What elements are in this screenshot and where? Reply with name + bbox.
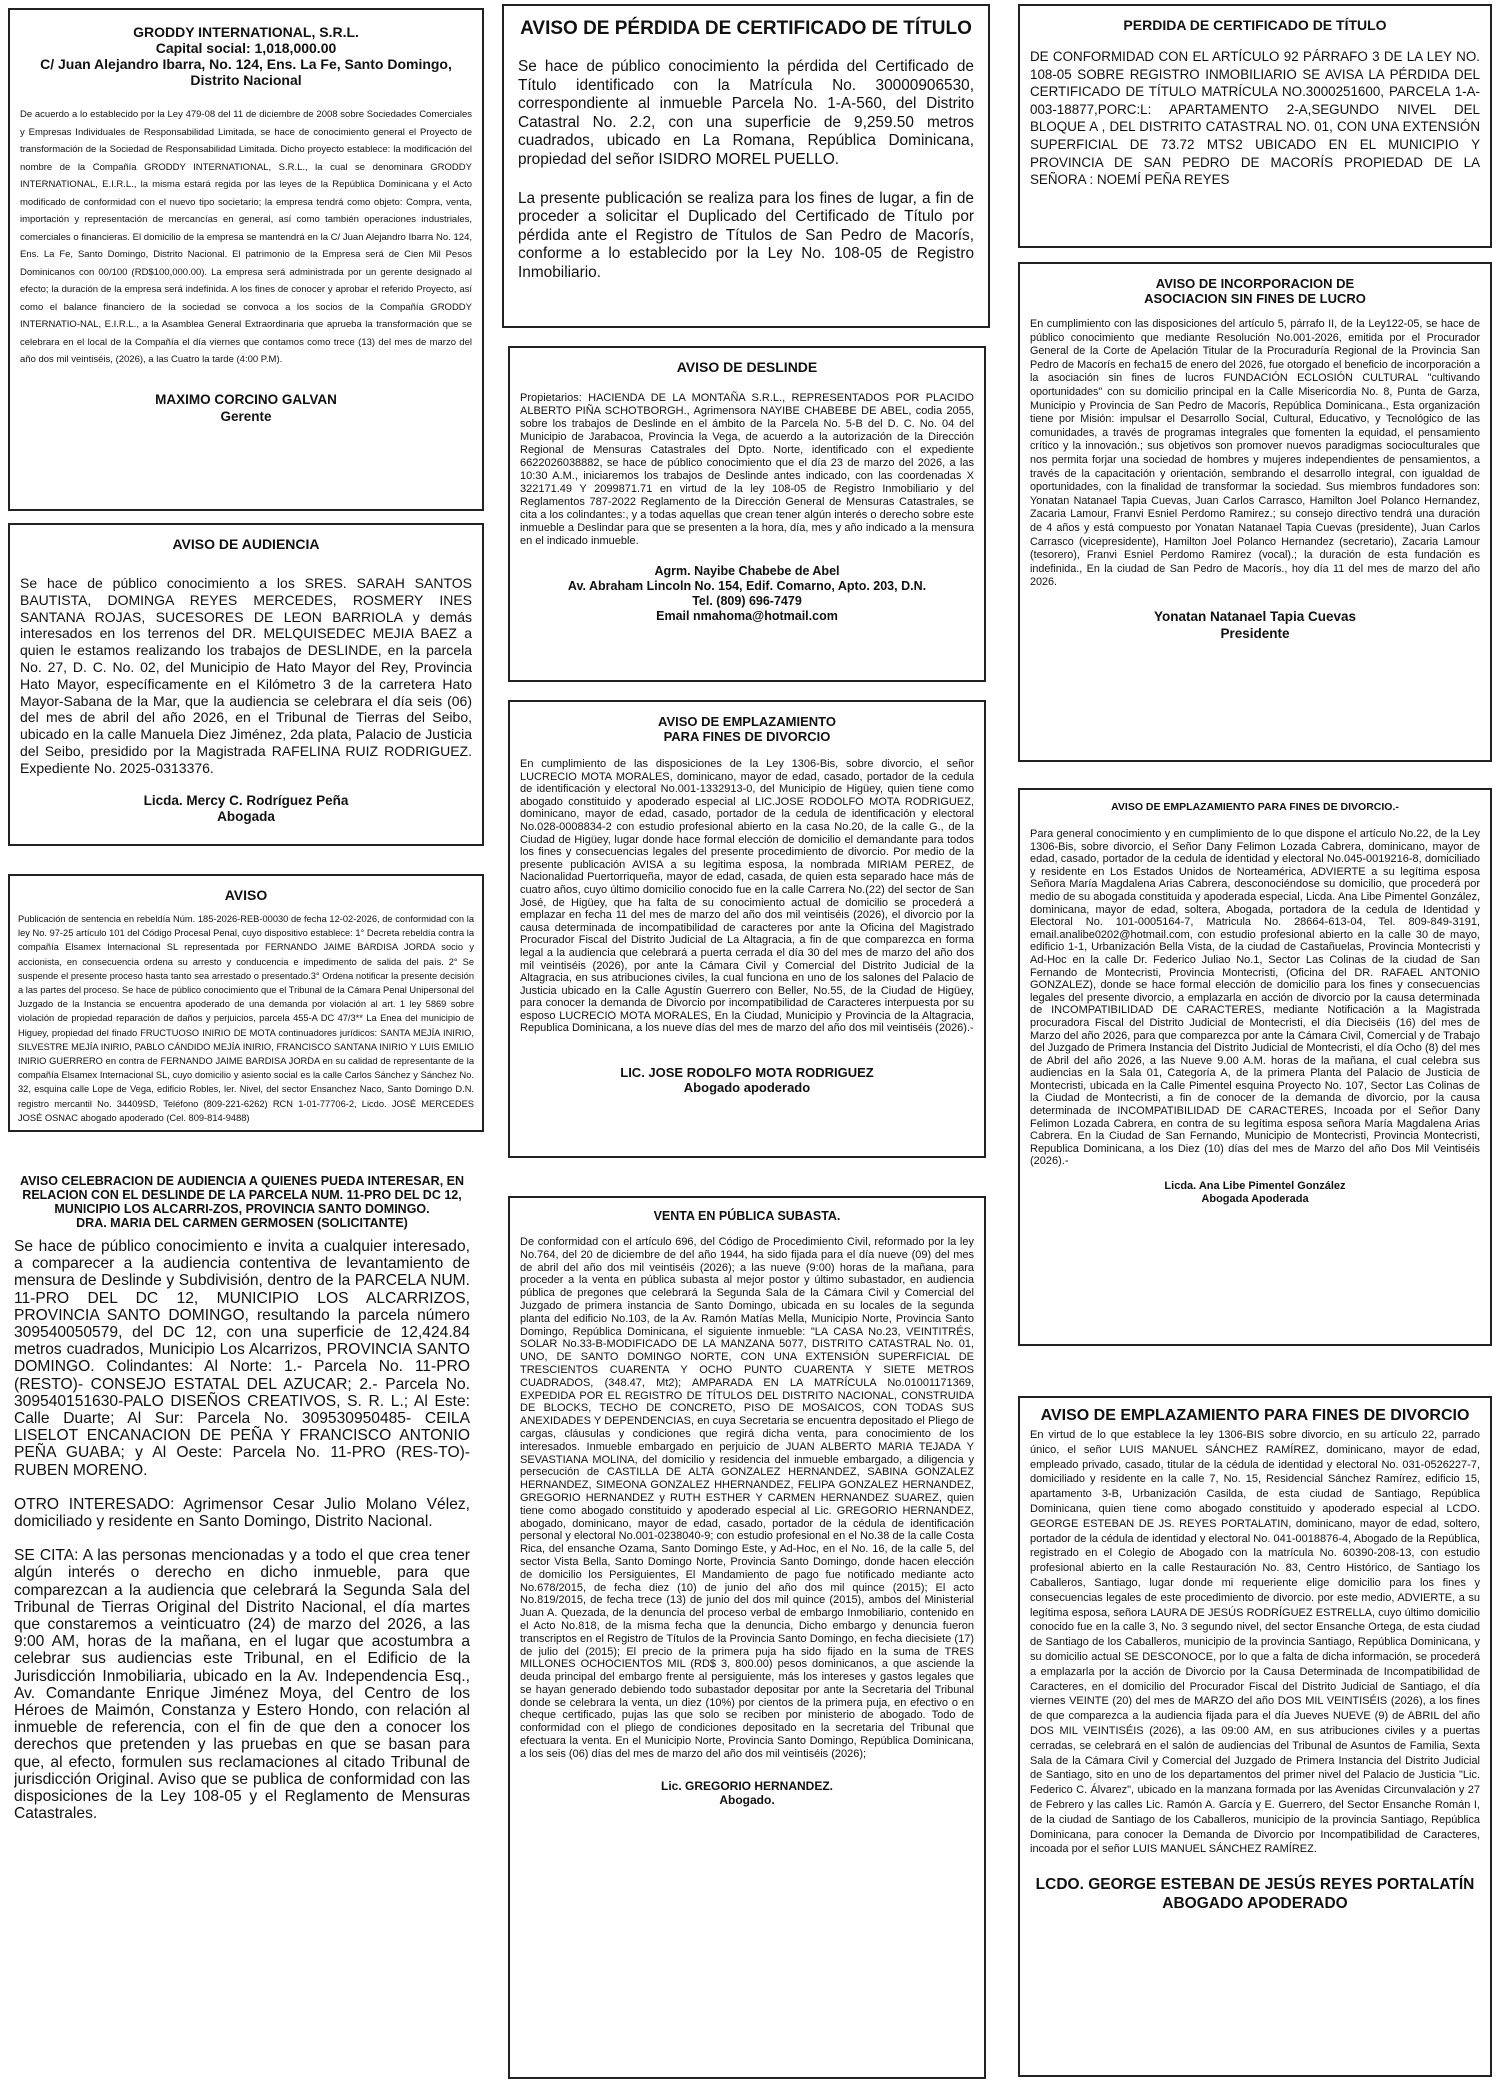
notice-title: PERDIDA DE CERTIFICADO DE TÍTULO bbox=[1123, 17, 1387, 33]
notice-signature: Agrm. Nayibe Chabebe de Abel Av. Abraham Lincoln No. 154, Edif. Comarno, Apto. 203, D.N. Tel. (809) 696-7479 Email nmahoma@hotmail.com bbox=[567, 564, 927, 623]
notice-subasta bbox=[508, 1196, 986, 2079]
notice-title: AVISO bbox=[224, 887, 268, 903]
notice-body: Propietarios: HACIENDA DE LA MONTAÑA S.R.L., REPRESENTADOS POR PLACIDO ALBERTO PIÑA SCHOTBORGH., Agrimensora NAYIBE CHABEBE DE ABEL, codia 2055, sobre los trabajos de Deslinde en el ámbito de la Parcela No. 5-B del D. C. No. 04 del Municipio de Jarabacoa, Provincia la Vega, de acuerdo a la autorización de la Dirección Regional de Mensuras Catastrales del Dpto. Norte, identificado con el expediente 6622026038882, se hace de público conocimiento que el día 23 de marzo del 2026, a las 10:30 A.M., iniciaremos los trabajos de Deslinde antes indicado, con las coordenadas X 322171.49 Y 2099871.71 en virtud de la ley 108-05 de Registro Inmobiliario y del Reglamentos 787-2022 Reglamento de la Dirección General de Mensuras Catastrales, se cita a los colindantes:, y a todas aquellas que crean tener algún interés o derecho sobre este inmueble a Deslindar para que se presenten a la hora, día, mes y año indicado a la mensura en el indicado inmueble. bbox=[520, 392, 974, 547]
notice-signature: MAXIMO CORCINO GALVAN Gerente bbox=[155, 391, 337, 424]
notice-perdida-certificado bbox=[1018, 4, 1492, 248]
notice-emplazamiento-3 bbox=[1018, 1396, 1492, 2077]
notice-title: AVISO CELEBRACION DE AUDIENCIA A QUIENES PUEDA INTERESAR, EN RELACION CON EL DESLINDE DE LA PARCELA NUM. 11-PRO DEL DC 12, MUNICIPIO LOS ALCARRI-ZOS, PROVINCIA SANTO DOMINGO. DRA. MARIA DEL CARMEN GERMOSEN (SOLICITANTE) bbox=[19, 1174, 465, 1230]
notice-body: Se hace de público conocimiento la pérdida del Certificado de Título identificado con la Matrícula No. 30000906530, correspondiente al inmueble Parcela No. 1-A-560, del Distrito Catastral No. 2.2, con una superficie de 9,259.50 metros cuadrados, ubicado en La Romana, República Dominicana, propiedad del señor ISIDRO MOREL PUELLO. bbox=[518, 58, 974, 168]
notice-body: De conformidad con el artículo 696, del Código de Procedimiento Civil, reformado por la ley No.764, del 20 de diciembre de del año 1944, ha sido fijada para el día nueve (09) del mes de abril del año dos mil veintiséis (2026); a las nueve (9:00) horas de la mañana, para proceder a la venta en pública subasta al mejor postor y último subastador, en audiencia pública de pregones que celebrará la Segunda Sala de la Cámara Civil y Comercial del Juzgado de primera instancia de Santo Domingo, ubicada en su locales de la segunda planta del edificio No.103, de la Av. Ramón Matías Mella, Municipio Norte, Provincia Santo Domingo, República Dominicana, el siguiente inmueble: "LA CASA No.23, VEINTITRÉS, SOLAR No.33-B-MODIFICADO DE LA MANZANA 5077, DISTRITO CATASTRAL No. 01, UNO, DE SANTO DOMINGO NORTE, CON UNA EXTENSIÓN SUPERFICIAL DE TRESCIENTOS CUARENTA Y OCHO PUNTO CUARENTA Y SIETE METROS CUADRADOS, (348.47, Mt2); AMPARADA EN LA MATRÍCULA No.01001171369, EXPEDIDA POR EL REGISTRO DE TÍTULOS DEL DISTRITO NACIONAL, CONSTRUIDA DE BLOCKS, TECHO DE CONCRETO, PISO DE MOSAICOS, CON TODAS SUS ANEXIDADES Y DEPENDENCIAS, en cuya Secretaria se encuentra depositado el Pliego de cargas, cláusulas y condiciones que regirá dicha venta, para conocimiento de los interesados. Inmueble embargado en perjuicio de JUAN ALBERTO MARIA TEJADA Y SEVASTIANA MOLINA, del domicilio y residencia del inmueble embargado, a diligencia y persecución de CASTILLA DE ALTA GONZALEZ HERNANDEZ, SABINA GONZALEZ HERNANDEZ, SIMEONA GONZALEZ HHERNANDEZ, FELIPA GONZALEZ HERNANDEZ, GREGORIO HERNANDEZ y RUTH ESTHER Y CARMEN HERNANDEZ SUAREZ, quien tiene como abogado constituido y apoderado especial al Lic. GREGORIO HERNANDEZ, abogado, dominicano, mayor de edad, casado, portador de la cédula de identificación personal y electoral No.001-0238040-9; con estudio profesional en el No.38 de la calle Costa Rica, del ensanche Ozama, Santo Domingo Este, y Ad-Hoc, en el No. 16, de la calle 5, del sector Vista Bella, Santo Domingo Norte, Provincia Santo Domingo, donde hacen elección de domicilio los Persiguientes, El Mandamiento de pago fue notificado mediante acto No.678/2015, de fecha diez (10) de junio del año dos mil quince (2015); El acto No.819/2015, de fecha trece (13) de junio del dos mil quince (2015), ambos del Ministerial Juan A. Quezada, de la denuncia del proceso verbal de embargo Inmobiliario, contenido en el Acto No.818, de la misma fecha que la denuncia, Dicho embargo y denuncia fueron transcriptos en el Registro de Títulos de la Provincia Santo Domingo, en fecha diecisiete (17) de julio del (2015); El precio de la primera puja ha sido fijado en la suma de TRES MILLONES OCHOCIENTOS MIL (RD$ 3, 800.00) pesos dominicanos, a que asciende la deuda principal del embargo frente al persiguiente, más los intereses y gastos legales que se hayan generado debiendo todo subastador depositar por ante la Secretaria del Tribunal donde se celebrara la venta, un diez (10%) por cientos de la primera puja, en efectivo o en cheque certificado, pujas las que solo se reciben por ministerio de abogado. Todo de conformidad con el pliego de condiciones depositado en la secretaria del Tribunal que efectuara la venta. En el Municipio Norte, Provincia Santo Domingo, República Dominicana, a los seis (06) días del mes de marzo del año dos mil veintiséis (2026); bbox=[520, 1236, 974, 1760]
notice-incorporacion bbox=[1018, 262, 1492, 762]
notice-groddy bbox=[8, 8, 484, 511]
notice-body: Se hace de público conocimiento a los SRES. SARAH SANTOS BAUTISTA, DOMINGA REYES MERCEDES, ROSMERY INES SANTANA ROJAS, SUCESORES DE LEON BARRIOLA y demás interesados en los terrenos del DR. MELQUISEDEC MEJIA BAEZ a quien le estamos realizando los trabajos de DESLINDE, en la parcela No. 27, D. C. No. 02, del Municipio de Hato Mayor del Rey, Provincia Hato Mayor, específicamente en el Kilómetro 3 de la carretera Hato Mayor-Sabana de la Mar, que la audiencia se celebrara el día seis (06) del mes de abril del año 2026, en el Tribunal de Tierras del Seibo, ubicado en la calle Manuela Diez Jiménez, 2da plata, Palacio de Justicia del Seibo, presidido por la Magistrada RAFELINA RUIZ RODRIGUEZ. Expediente No. 2025-0313376. bbox=[20, 575, 472, 776]
notice-body: De acuerdo a lo establecido por la Ley 479-08 del 11 de diciembre de 2008 sobre Sociedades Comerciales y Empresas Individuales de Responsabilidad Limitada, se hace de conocimiento general el Proyecto de transformación de la Sociedad de Responsabilidad Limitada. Dicho proyecto establece: la modificación del nombre de la Compañía GRODDY INTERNATIONAL, S.R.L., la cual se denominara GRODDY INTERNATIONAL, E.I.R.L., la misma estará regida por las leyes de la República Dominicana y el Acto modificado de conformidad con el nuevo tipo societario; la empresa tendrá como objeto: Compra, venta, importación y representación de mercancías en general, así como también operaciones industriales, comerciales o financieras. El domicilio de la empresa se mantendrá en la C/ Juan Alejandro Ibarra No. 124, Ens. La Fe, Santo Domingo, Distrito Nacional. El patrimonio de la Empresa será de Cien Mil Pesos Dominicanos con 00/100 (RD$100,000.00). La empresa será administrada por un gerente designado al efecto; la duración de la empresa será indefinida. A los fines de conocer y aprobar el referido Proyecto, así como el balance financiero de la sociedad se convoca a los socios de la Compañía GRODDY INTERNATIO-NAL, E.I.R.L., a la Asamblea General Extraordinaria que aprueba la transformación que se celebrara en el local de la Compañía el día viernes que contamos como trece (13) del mes de marzo del año dos mil veintiséis, (2026), a las Cuatro la tarde (4:00 P.M). bbox=[20, 109, 472, 365]
notice-audiencia bbox=[8, 523, 484, 846]
notice-body-3: SE CITA: A las personas mencionadas y a todo el que crea tener algún interés o derecho en dicho inmueble, para que comparezcan a la audiencia que celebrará la Segunda Sala del Tribunal de Tierras Original del Distrito Nacional, el día martes que constaremos a veinticuatro (24) de marzo del 2026, a las 9:00 AM, horas de la mañana, en el lugar que acostumbra a celebrar sus audiencias este Tribunal, en el Edificio de la Jurisdicción Inmobiliaria, ubicado en la Av. Independencia Esq., Av. Comandante Enrique Jiménez Moya, del Centro de los Héroes de Maimón, Constanza y Estero Hondo, con relación al inmueble de referencia, con el fin de que den a conocer los derechos que pretenden y las pruebas en que se basan para que, al efecto, formulen sus reclamaciones al citado Tribunal de jurisdicción Original. Aviso que se publica de conformidad con las disposiciones de la Ley 108-05 y el Reglamento de Mensuras Catastrales. bbox=[14, 1547, 470, 1823]
notice-title: AVISO DE EMPLAZAMIENTO PARA FINES DE DIVORCIO bbox=[658, 714, 836, 744]
notice-perdida-titulo bbox=[502, 4, 990, 328]
notice-signature: Yonatan Natanael Tapia Cuevas Presidente bbox=[1153, 608, 1357, 641]
notice-aviso bbox=[8, 874, 484, 1132]
notice-body: Para general conocimiento y en cumplimiento de lo que dispone el artículo No.22, de la Ley 1306-Bis, sobre divorcio, el Señor Dany Felimon Lozada Cabrera, dominicano, mayor de edad, casado, portador de la cedula de identidad y electoral No.045-0019216-8, domiciliado y residente en Los Estados Unidos de Norteamérica, ADVIERTE a su legítima esposa Señora María Magdalena Arias Cabrera, desconociéndose su domicilio, que procederá por medio de su abogada constituida y apoderada especial, Licda. Ana Libe Pimentel González, dominicana, mayor de edad, soltera, Abogada, portadora de la cedula de Identidad y Electoral No. 101-0005164-7, Matricula No. 28664-613-04, Tel. 809-849-3191, email.analibe0202@hotmail.com, con estudio profesional abierto en la calle 30 de mayo, edificio 1-1, Urbanización Bella Vista, de la ciudad de Castañuelas, Provincia Montecristi y Ad-Hoc en la calle Dr. Federico Juliao No.1, Sector Las Colinas de la ciudad de San Fernando de Montecristi, Provincia Montecristi, (Oficina del DR. RAFAEL ANTONIO GONZALEZ), donde se hace formal elección de domicilio para los fines y consecuencias legales del presente divorcio, a emplazarla en acción de divorcio por la causa determinada de INCOMPATIBILIDAD DE CARACTERES, mediante Notificación a la Magistrada procuradora Fiscal del Distrito Judicial de Montecristi, el día Dieciséis (16) del mes de Marzo del año 2026, para que comparezca por ante la Cámara Civil, Comercial y de Trabajo del Juzgado de Primera Instancia del Distrito Judicial de Montecristi, el día Ocho (8) del mes de Abril del año 2026, a las Nueve 9.00 A.M. horas de la mañana, el cual celebra sus audiencias en la Sala 01, Categoría A, de la primera Planta del Palacio de Justicia de Montecristi, ubicada en la Calle Pimentel esquina Proyecto No. 107, Sector Las Colinas de la Ciudad de Montecristi, a fin de conocer de la demanda de divorcio, por la causa determinada de INCOMPATIBILIDAD DE CARACTERES, Incoada por el Señor Dany Felimon Lozada Cabrera, en contra de su legítima esposa señora María Magdalena Arias Cabrera. En la Ciudad de San Fernando, Municipio de Montecristi, Provincia Montecristi, Republica Dominicana, a los Diez (10) días del mes de Marzo del año Dos Mil Veintiséis (2026).- bbox=[1030, 828, 1481, 1168]
notice-signature: Lic. GREGORIO HERNANDEZ. Abogado. bbox=[660, 1778, 833, 1807]
notice-title: AVISO DE EMPLAZAMIENTO PARA FINES DE DIVORCIO bbox=[1040, 1407, 1470, 1424]
notice-body: En cumplimiento de las disposiciones de la Ley 1306-Bis, sobre divorcio, el señor LUCRECIO MOTA MORALES, dominicano, mayor de edad, casado, portador de la cedula de identificación y electoral No.001-1332913-0, del Municipio de Higüey, quien tiene como abogado constituido y apoderado especial al LIC.JOSE RODOLFO MOTA RODRIGUEZ, dominicano, mayor de edad, casado, portador de la cedula de identificación y electoral No.028-0008834-2 con estudio profesional abierto en la casa No.20, de la calle G., de la Ciudad de Higüey, lugar donde hace formal elección de domicilio el demandante para todos los fines y consecuencias legales del presente procedimiento de divorcio. Por medio de la presente publicación AVISA a su legitima esposa, la nombrada MIRIAM PEREZ, de Nacionalidad Puertorriqueña, mayor de edad, casada, de quien esta separado hace más de cuatro años, cuyo último domicilio conocido fue en la calle Carrera No.(22) del sector de San José, de Higüey, que ha falta de su conocimiento actual de domicilio se procederá a emplazar en fecha 11 del mes de marzo del año dos mil veintiséis (2026), el divorcio por la causa determinada de incompatibilidad de caracteres por ante la Oficina del Magistrado Procurador Fiscal del Distrito Judicial de La Altagracia, a fin de que comparezca en forma legal a la audiencia que celebrará a puerta cerrada el día 30 del mes de marzo del año dos mil veintiséis (2026), por ante la Cámara Civil y Comercial del Distrito Judicial de la Altagracia, en sus atribuciones civiles, la cual funciona en uno de los salones del Palacio de Justicia ubicado en la Calle Agustín Guerrero con Beller, No.55, de la Ciudad de Higüey, para conocer la demanda de Divorcio por incompatibilidad de Caracteres interpuesta por su esposo LUCRECIO MOTA MORALES, En la Ciudad, Municipio y Provincia de la Altagracia, Republica Dominicana, a los nueve días del mes de marzo del año dos mil veintiséis (2026).- bbox=[520, 758, 974, 1035]
notice-signature: Licda. Ana Libe Pimentel González Abogada Apoderada bbox=[1164, 1180, 1346, 1206]
notice-title: AVISO DE DESLINDE bbox=[676, 359, 818, 375]
notice-deslinde bbox=[508, 346, 986, 682]
notice-title: AVISO DE AUDIENCIA bbox=[172, 536, 320, 552]
notice-celebracion bbox=[14, 1174, 470, 2074]
notice-title: GRODDY INTERNATIONAL, S.R.L. Capital social: 1,018,000.00 C/ Juan Alejandro Ibarra, No. 124, Ens. La Fe, Santo Domingo, Distrito Nacional bbox=[40, 24, 452, 88]
notice-emplazamiento-1 bbox=[508, 700, 986, 1158]
notice-body-2: OTRO INTERESADO: Agrimensor Cesar Julio Molano Vélez, domiciliado y residente en Santo Domingo, Distrito Nacional. bbox=[14, 1495, 470, 1531]
notice-body: En virtud de lo que establece la ley 1306-BIS sobre divorcio, en su artículo 22, parrado único, el señor LUIS MANUEL SÁNCHEZ RAMÍREZ, dominicano, mayor de edad, empleado privado, casado, titular de la cédula de identidad y electoral No. 031-0526227-7, domiciliado y residente en la calle 7, No. 15, Residencial Sánchez Ramírez, edificio 15, apartamento 3-B, Urbanización Casilda, de esta ciudad de Santiago, República Dominicana, quien tiene como abogado constituido y apoderado especial al LCDO. GEORGE ESTEBAN DE JS. REYES PORTALATIN, dominicano, mayor de edad, soltero, portador de la cédula de identidad y electoral No. 041-0018876-4, Abogado de la República, registrado en el Colegio de Abogado con la matrícula No. 60390-208-13, con estudio profesional abierto en la calle Restauración No. 83, Centro Histórico, de Santiago los Caballeros, Santiago, lugar donde mi requeriente elige domicilio para los fines y consecuencias legales de este procedimiento de divorcio. por este medio, ADVIERTE, a su legítima esposa, señora LAURA DE JESÚS RODRÍGUEZ ESTRELLA, cuyo último domicilio conocido fue en la calle 3, No. 3 segundo nivel, del sector Ensanche Ortega, de esta ciudad de Santiago de los Caballeros, municipio de la provincia Santiago, República Dominicana, y su domicilio actual SE DESCONOCE, por lo que a falta de dicha información, se procederá a emplazarla por la acción de Divorcio por la Causa Determinada de Incompatibilidad de Caracteres, en el domicilio del Procurador Fiscal del Distrito Judicial de Santiago, el día viernes VEINTE (20) del mes de MARZO del año DOS MIL VEINTISÉIS (2026), a los fines de que comparezca a la audiencia fijada para el día Jueves NUEVE (9) de ABRIL del año DOS MIL VEINTISÉIS (2026), a las 09:00 AM, en sus atribuciones civiles y a puertas cerradas, se celebrará en el salón de audiencias del Tribunal de Asuntos de Familia, Sexta Sala de la Cámara Civil y Comercial del Juzgado de Primera Instancia del Distrito Judicial de Santiago, sito en uno de los departamentos del primer nivel del Palacio de Justicia "Lic. Federico C. Álvarez", ubicado en la manzana formada por las Avenidas Circunvalación y 27 de Febrero y las calles Lic. Ramón A. García y E. Guerrero, del Sector Ensanche Román I, de la ciudad de Santiago de los Caballeros, municipio de la provincia Santiago, República Dominicana, para conocer la Demanda de Divorcio por Incompatibilidad de Caracteres, incoada por el señor LUIS MANUEL SÁNCHEZ RAMÍREZ. bbox=[1030, 1429, 1480, 1856]
notice-signature: Licda. Mercy C. Rodríguez Peña Abogada bbox=[143, 792, 349, 824]
notice-body: En cumplimiento con las disposiciones del artículo 5, párrafo II, de la Ley122-05, se hace de público conocimiento que mediante Resolución No.001-2026, emitida por el Procurador General de la Corte de Apelación Titular de la Procuraduría Regional de la Provincia San Pedro de Macorís en fecha15 de enero del 2026, fue otorgado el beneficio de incorporación a la asociación sin fines de lucros FUNDACIÓN ECLOSIÓN CULTURAL "cultivando oportunidades" con su domicilio principal en la Calle Misericordia No. 8, Punta de Garza, Municipio y Provincia de San Pedro de Macorís, República Dominicana., Esta organización tiene por Misión: impulsar el Desarrollo Social, Cultural, Educativo, y Tecnológico de las comunidades, a través de programas integrales que fomenten la equidad, el pensamiento crítico y la innovación.; sus objetivos son promover nuevos paradigmas socioculturales que nos permita forjar una sociedad de hombres y mujeres independientes de pensamientos, a través de la capacitación y orientación, sembrando el desarrollo integral, con igualdad de oportunidades, con la finalidad de transformar la sociedad. Sus miembros fundadores son: Yonatan Natanael Tapia Cuevas, Juan Carlos Carrasco, Hamilton Joel Polanco Hernandez, Zacaria Lamour, Franvi Esniel Perdomo Ramirez.; su consejo directivo tendrá una duración de 4 años y está compuesto por Yonatan Natanael Tapia Cuevas (presidente), Juan Carlos Carrasco (vicepresidente), Hamilton Joel Polanco Hernandez (secretario), Zacaria Lamour (tesorero), Franvi Esniel Perdomo Ramirez (vocal).; la duración de esta fundación es indefinida., En la ciudad de San Pedro de Macorís., hoy día 11 del mes de marzo del año 2026. bbox=[1030, 318, 1480, 589]
notice-title: AVISO DE PÉRDIDA DE CERTIFICADO DE TÍTULO bbox=[520, 18, 972, 39]
notice-title: AVISO DE INCORPORACION DE ASOCIACION SIN FINES DE LUCRO bbox=[1144, 276, 1366, 306]
notice-body: Publicación de sentencia en rebeldía Núm. 185-2026-REB-00030 de fecha 12-02-2026, de conformidad con la ley No. 97-25 artículo 101 del Código Procesal Penal, cuyo dispositivo establece: 1° Decreta rebeldía contra la compañía Elsamex Internacional SL representada por FERNANDO JAIME BARDISA JORDA socio y accionista, en consecuencia ordena su arresto y conducencia e impedimento de salida del país. 2° Se suspende el presente proceso hasta tanto sea arrestado o presentado.3° Ordena notificar la presente decisión a las partes del proceso. Se hace de público conocimiento que el Tribunal de la Cámara Penal Unipersonal del Juzgado de la Instancia se encuentra apoderado de una demanda por violación al art. 1 ley 5869 sobre violación de propiedad reparación de daños y perjuicios, parcela 455-A DC 47/3** La Enea del municipio de Higuey, propiedad del finado FRUCTUOSO INIRIO DE MOTA continuadores jurídicos: SANTA MEJÍA INIRIO, SILVESTRE MEJÍA INIRIO, PABLO CÁNDIDO MEJÍA INIRIO, FRANCISCO SANTANA INIRIO Y LUIS EMILIO INIRIO GUERRERO en contra de FERNANDO JAIME BARDISA JORDA en su calidad de representante de la compañía Elsamex Internacional SL, cuyo domicilio y asiento social es la calle Carlos Sánchez y Sánchez No. 32, esquina calle Lope de Vega, edificio Robles, ler. Nivel, del sector Ensanchez Naco, Santo Domingo D.N. registro mercantil No. 34409SD, Teléfono (809-221-6262) RCN 1-01-77706-2, Licdo. JOSÉ MERCEDES JOSÉ OSNAC abogado apoderado (Cel. 809-814-9488) bbox=[18, 914, 474, 1123]
notice-signature: LCDO. GEORGE ESTEBAN DE JESÚS REYES PORTALATÍN ABOGADO APODERADO bbox=[1035, 1876, 1475, 1913]
notice-body: DE CONFORMIDAD CON EL ARTÍCULO 92 PÁRRAFO 3 DE LA LEY NO. 108-05 SOBRE REGISTRO INMOBILIARIO SE AVISA LA PÉRDIDA DEL CERTIFICADO DE TÍTULO MATRÍCULA NO.3000251600, PARCELA 1-A-003-18877,PORC:L: APARTAMENTO 2-A,SEGUNDO NIVEL DEL BLOQUE A , DEL DISTRITO CATASTRAL NO. 01, CON UNA EXTENSIÓN SUPERFICIAL DE 73.72 MTS2 UBICADO EN EL MUNICIPIO Y PROVINCIA DE SAN PEDRO DE MACORÍS PROPIEDAD DE LA SEÑORA : NOEMÍ PEÑA REYES bbox=[1030, 49, 1480, 188]
notice-title: VENTA EN PÚBLICA SUBASTA. bbox=[653, 1209, 841, 1223]
notice-title: AVISO DE EMPLAZAMIENTO PARA FINES DE DIVORCIO.- bbox=[1111, 801, 1399, 813]
notice-signature: LIC. JOSE RODOLFO MOTA RODRIGUEZ Abogado apoderado bbox=[620, 1065, 874, 1096]
notice-body: Se hace de público conocimiento e invita a cualquier interesado, a comparecer a la audiencia contentiva de levantamiento de mensura de Deslinde y Subdivisión, dentro de la PARCELA NUM. 11-PRO DEL DC 12, MUNICIPIO LOS ALCARRIZOS, PROVINCIA SANTO DOMINGO, resultando la parcela número 309540050579, del DC 12, con una superficie de 12,424.84 metros cuadrados, Municipio Los Alcarrizos, PROVINCIA SANTO DOMINGO. Colindantes: Al Norte: 1.- Parcela No. 11-PRO (RESTO)- CONSEJO ESTATAL DEL AZUCAR; 2.- Parcela No. 309540151630-PALO DISEÑOS CREATIVOS, S. R. L.; Al Este: Calle Duarte; Al Sur: Parcela No. 309530950485- CEILA LISELOT ENCANACION DE PEÑA Y FRANCISCO ANTONIO PEÑA GUABA; y Al Oeste: Parcela No. 11-PRO (RES-TO)-RUBEN MORENO. bbox=[14, 1238, 470, 1479]
notice-body-2: La presente publicación se realiza para los fines de lugar, a fin de proceder a solicitar el Duplicado del Certificado de Título por pérdida ante el Registro de Títulos de San Pedro de Macorís, conforme a lo establecido por la Ley No. 108-05 de Registro Inmobiliario. bbox=[518, 189, 974, 281]
notice-emplazamiento-2 bbox=[1018, 788, 1492, 1346]
